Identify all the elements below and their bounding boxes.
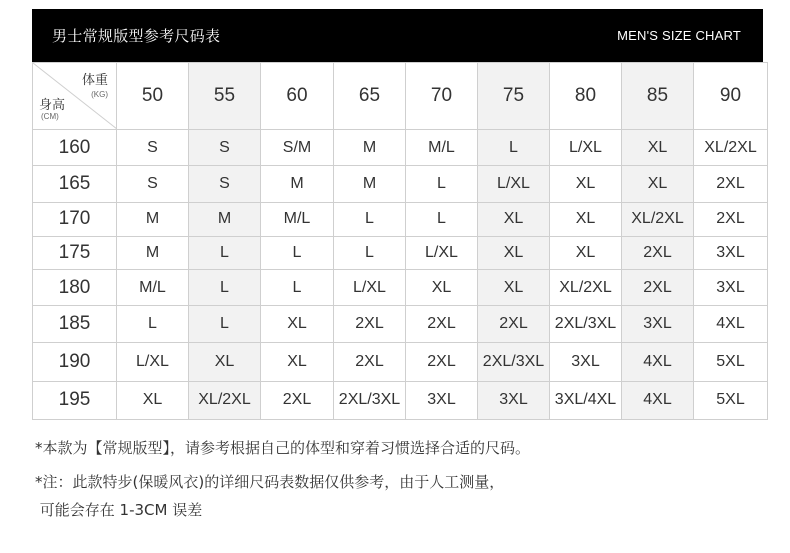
size-chart-header	[32, 9, 763, 62]
size-cell: L	[334, 202, 406, 236]
height-label: 身高	[39, 98, 66, 113]
weight-header: 80	[550, 63, 622, 130]
size-cell: 2XL	[694, 166, 768, 202]
height-cell: 165	[33, 166, 117, 202]
weight-label: 体重	[81, 73, 108, 88]
size-cell: XL/2XL	[189, 381, 261, 419]
size-cell: L	[189, 237, 261, 270]
note-line-1: *本款为【常规版型】，请参考根据自己的体型和穿着习惯选择合适的尺码。	[35, 439, 531, 457]
weight-header-row	[33, 63, 768, 130]
size-cell: 3XL	[694, 270, 768, 305]
size-cell: XL	[478, 202, 550, 236]
size-cell: 2XL/3XL	[550, 305, 622, 342]
size-cell: L	[189, 305, 261, 342]
size-cell: 2XL/3XL	[334, 381, 406, 419]
height-cell: 160	[33, 130, 117, 166]
height-cell: 190	[33, 343, 117, 381]
size-cell: XL	[261, 305, 334, 342]
size-cell: M/L	[261, 202, 334, 236]
size-cell: S	[117, 130, 189, 166]
size-cell: M	[261, 166, 334, 202]
size-cell: 4XL	[622, 343, 694, 381]
size-cell: 3XL	[478, 381, 550, 419]
size-row	[33, 202, 768, 236]
size-cell: L/XL	[550, 130, 622, 166]
size-cell: 2XL	[334, 305, 406, 342]
size-cell: S	[189, 130, 261, 166]
chart-title-en: MEN'S SIZE CHART	[617, 28, 741, 43]
size-cell: M	[334, 130, 406, 166]
size-row	[33, 305, 768, 342]
size-cell: L	[261, 270, 334, 305]
size-cell: XL	[550, 237, 622, 270]
size-row	[33, 237, 768, 270]
size-cell: L	[406, 202, 478, 236]
size-cell: 2XL	[694, 202, 768, 236]
chart-title-cn: 男士常规版型参考尺码表	[52, 27, 221, 45]
weight-header: 85	[622, 63, 694, 130]
size-row	[33, 130, 768, 166]
size-row	[33, 270, 768, 305]
size-cell: L	[334, 237, 406, 270]
size-cell: 2XL/3XL	[478, 343, 550, 381]
height-cell: 195	[33, 381, 117, 419]
size-cell: XL	[261, 343, 334, 381]
size-cell: 5XL	[694, 381, 768, 419]
height-cell: 185	[33, 305, 117, 342]
size-cell: 4XL	[622, 381, 694, 419]
size-cell: S	[117, 166, 189, 202]
height-cell: 180	[33, 270, 117, 305]
weight-header: 65	[334, 63, 406, 130]
size-cell: M/L	[117, 270, 189, 305]
note-line-2: *注：此款特步(保暖风衣)的详细尺码表数据仅供参考，由于人工测量，	[35, 473, 505, 491]
size-cell: L/XL	[334, 270, 406, 305]
size-row	[33, 166, 768, 202]
size-cell: 3XL	[406, 381, 478, 419]
size-cell: XL	[189, 343, 261, 381]
size-cell: XL/2XL	[622, 202, 694, 236]
size-cell: XL	[622, 130, 694, 166]
size-cell: 2XL	[406, 343, 478, 381]
size-cell: S	[189, 166, 261, 202]
size-cell: S/M	[261, 130, 334, 166]
size-cell: M	[334, 166, 406, 202]
size-cell: 2XL	[334, 343, 406, 381]
size-cell: 2XL	[261, 381, 334, 419]
size-table	[32, 62, 768, 420]
size-cell: L/XL	[478, 166, 550, 202]
size-cell: XL	[406, 270, 478, 305]
size-row	[33, 381, 768, 419]
weight-header: 55	[189, 63, 261, 130]
size-cell: XL	[117, 381, 189, 419]
size-cell: XL	[550, 202, 622, 236]
weight-header: 75	[478, 63, 550, 130]
size-cell: 3XL	[694, 237, 768, 270]
height-cell: 170	[33, 202, 117, 236]
note-line-3: 可能会存在 1-3CM 误差	[35, 501, 203, 519]
size-cell: 2XL	[478, 305, 550, 342]
size-cell: XL	[622, 166, 694, 202]
weight-unit: (KG)	[91, 90, 108, 99]
height-unit: (CM)	[41, 112, 59, 121]
size-cell: 5XL	[694, 343, 768, 381]
size-cell: XL	[478, 270, 550, 305]
size-cell: XL/2XL	[694, 130, 768, 166]
size-notes	[35, 434, 530, 524]
size-row	[33, 343, 768, 381]
size-cell: XL	[550, 166, 622, 202]
size-cell: M	[189, 202, 261, 236]
size-cell: L/XL	[406, 237, 478, 270]
size-cell: L	[189, 270, 261, 305]
size-cell: 2XL	[622, 237, 694, 270]
size-cell: L	[478, 130, 550, 166]
weight-header: 50	[117, 63, 189, 130]
size-cell: 2XL	[622, 270, 694, 305]
size-cell: M	[117, 237, 189, 270]
size-cell: 2XL	[406, 305, 478, 342]
height-cell: 175	[33, 237, 117, 270]
weight-header: 60	[261, 63, 334, 130]
size-cell: L/XL	[117, 343, 189, 381]
size-cell: XL/2XL	[550, 270, 622, 305]
size-cell: L	[406, 166, 478, 202]
size-cell: 4XL	[694, 305, 768, 342]
size-cell: L	[261, 237, 334, 270]
weight-header: 90	[694, 63, 768, 130]
size-cell: 3XL/4XL	[550, 381, 622, 419]
size-cell: M/L	[406, 130, 478, 166]
size-cell: 3XL	[622, 305, 694, 342]
size-cell: L	[117, 305, 189, 342]
corner-cell	[33, 63, 117, 130]
size-cell: 3XL	[550, 343, 622, 381]
weight-header: 70	[406, 63, 478, 130]
size-cell: XL	[478, 237, 550, 270]
size-cell: M	[117, 202, 189, 236]
